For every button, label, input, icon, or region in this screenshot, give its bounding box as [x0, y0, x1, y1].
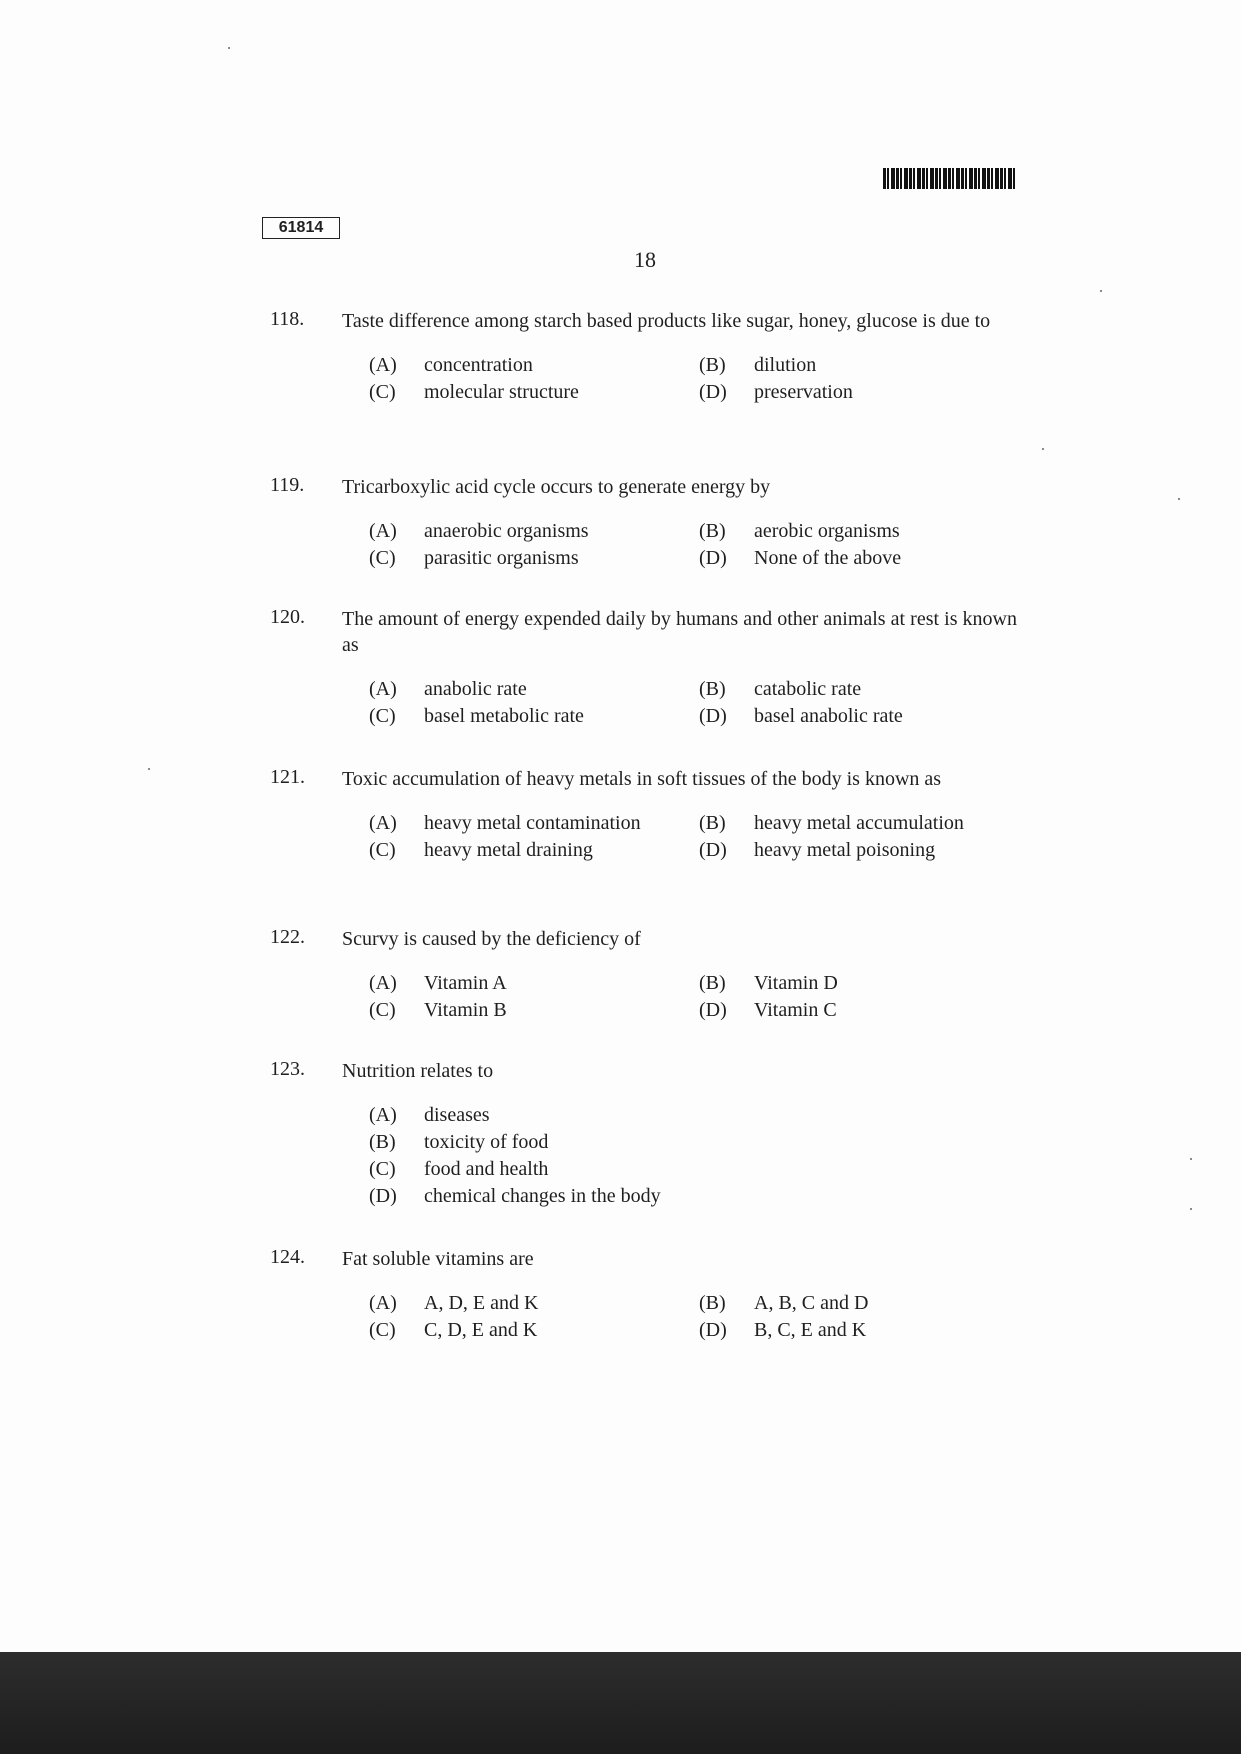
- options: [369, 676, 1017, 729]
- option-label: (B): [699, 678, 726, 700]
- option-text: diseases: [424, 1104, 490, 1126]
- option-text: A, D, E and K: [424, 1292, 539, 1314]
- scan-speck: [228, 47, 230, 49]
- scan-speck: [1042, 448, 1044, 450]
- question-120: [270, 606, 1017, 729]
- option-c[interactable]: [369, 997, 699, 1023]
- option-text: parasitic organisms: [424, 547, 579, 569]
- option-label: (C): [369, 1158, 396, 1180]
- option-text: toxicity of food: [424, 1131, 549, 1153]
- option-label: (A): [369, 678, 397, 700]
- option-label: (A): [369, 1104, 397, 1126]
- option-b[interactable]: [699, 518, 999, 544]
- option-d[interactable]: [699, 1317, 999, 1343]
- option-text: heavy metal contamination: [424, 812, 641, 834]
- question-text: Fat soluble vitamins are: [342, 1248, 534, 1270]
- question-118: [270, 308, 1017, 405]
- option-d[interactable]: [699, 379, 999, 405]
- option-a[interactable]: [369, 1290, 699, 1316]
- option-label: (A): [369, 812, 397, 834]
- option-text: anaerobic organisms: [424, 520, 589, 542]
- option-text: A, B, C and D: [754, 1292, 869, 1314]
- option-label: (D): [699, 705, 727, 727]
- option-d[interactable]: [699, 545, 999, 571]
- scan-speck: [148, 768, 150, 770]
- option-label: (D): [699, 999, 727, 1021]
- question-number: 119.: [270, 474, 305, 496]
- option-label: (D): [699, 839, 727, 861]
- scan-speck: [1190, 1208, 1192, 1210]
- question-text: Nutrition relates to: [342, 1060, 494, 1082]
- option-label: (A): [369, 1292, 397, 1314]
- option-label: (B): [699, 972, 726, 994]
- option-d[interactable]: [369, 1183, 869, 1209]
- question-text: Tricarboxylic acid cycle occurs to generate energy by: [342, 476, 771, 498]
- question-number: 120.: [270, 606, 305, 628]
- option-label: (D): [699, 547, 727, 569]
- option-label: (D): [369, 1185, 397, 1207]
- question-124: [270, 1246, 1017, 1343]
- option-text: anabolic rate: [424, 678, 527, 700]
- option-c[interactable]: [369, 1156, 869, 1182]
- option-a[interactable]: [369, 352, 699, 378]
- option-b[interactable]: [699, 676, 999, 702]
- option-text: concentration: [424, 354, 533, 376]
- option-a[interactable]: [369, 676, 699, 702]
- option-text: heavy metal accumulation: [754, 812, 964, 834]
- options: [369, 1102, 1017, 1209]
- option-text: C, D, E and K: [424, 1319, 538, 1341]
- option-text: None of the above: [754, 547, 902, 569]
- option-label: (A): [369, 354, 397, 376]
- option-text: food and health: [424, 1158, 549, 1180]
- barcode: [883, 168, 1015, 189]
- option-label: (B): [699, 520, 726, 542]
- option-c[interactable]: [369, 703, 699, 729]
- option-d[interactable]: [699, 997, 999, 1023]
- option-b[interactable]: [699, 970, 999, 996]
- option-label: (C): [369, 839, 396, 861]
- option-text: Vitamin A: [424, 972, 507, 994]
- option-label: (C): [369, 999, 396, 1021]
- option-c[interactable]: [369, 379, 699, 405]
- option-c[interactable]: [369, 545, 699, 571]
- question-text: Scurvy is caused by the deficiency of: [342, 928, 641, 950]
- options: [369, 810, 1017, 863]
- question-number: 123.: [270, 1058, 305, 1080]
- option-label: (C): [369, 547, 396, 569]
- option-label: (B): [369, 1131, 396, 1153]
- option-text: preservation: [754, 381, 853, 403]
- page-number: 18: [634, 247, 656, 272]
- question-122: [270, 926, 1017, 1023]
- question-number: 121.: [270, 766, 305, 788]
- option-text: heavy metal poisoning: [754, 839, 936, 861]
- scan-speck: [1190, 1158, 1192, 1160]
- option-label: (D): [699, 1319, 727, 1341]
- option-a[interactable]: [369, 810, 699, 836]
- question-123: [270, 1058, 1017, 1209]
- option-c[interactable]: [369, 837, 699, 863]
- options: [369, 518, 1017, 571]
- option-text: aerobic organisms: [754, 520, 900, 542]
- option-label: (A): [369, 972, 397, 994]
- option-text: dilution: [754, 354, 817, 376]
- option-text: Vitamin B: [424, 999, 507, 1021]
- option-text: basel anabolic rate: [754, 705, 903, 727]
- option-b[interactable]: [369, 1129, 869, 1155]
- question-number: 124.: [270, 1246, 305, 1268]
- options: [369, 1290, 1017, 1343]
- scan-speck: [1178, 498, 1180, 500]
- option-c[interactable]: [369, 1317, 699, 1343]
- option-label: (C): [369, 381, 396, 403]
- option-text: Vitamin D: [754, 972, 838, 994]
- question-number: 122.: [270, 926, 305, 948]
- option-text: B, C, E and K: [754, 1319, 867, 1341]
- option-a[interactable]: [369, 1102, 869, 1128]
- question-121: [270, 766, 1017, 863]
- option-b[interactable]: [699, 1290, 999, 1316]
- scan-speck: [1100, 290, 1102, 292]
- option-label: (B): [699, 812, 726, 834]
- question-119: [270, 474, 1017, 571]
- paper-code-box: 61814: [262, 217, 340, 239]
- option-d[interactable]: [699, 837, 999, 863]
- question-text: Toxic accumulation of heavy metals in soft tissues of the body is known as: [342, 768, 942, 790]
- option-label: (C): [369, 705, 396, 727]
- question-number: 118.: [270, 308, 305, 330]
- question-text: Taste difference among starch based products like sugar, honey, glucose is due to: [342, 310, 991, 332]
- option-text: chemical changes in the body: [424, 1185, 661, 1207]
- option-b[interactable]: [699, 352, 999, 378]
- option-label: (C): [369, 1319, 396, 1341]
- option-label: (A): [369, 520, 397, 542]
- scan-border: [0, 1652, 1241, 1754]
- option-text: basel metabolic rate: [424, 705, 584, 727]
- option-label: (B): [699, 1292, 726, 1314]
- option-text: Vitamin C: [754, 999, 837, 1021]
- options: [369, 970, 1017, 1023]
- option-a[interactable]: [369, 518, 699, 544]
- option-text: molecular structure: [424, 381, 579, 403]
- option-a[interactable]: [369, 970, 699, 996]
- option-b[interactable]: [699, 810, 999, 836]
- option-label: (B): [699, 354, 726, 376]
- options: [369, 352, 1017, 405]
- question-text: The amount of energy expended daily by humans and other animals at rest is known as: [342, 608, 1017, 656]
- option-text: heavy metal draining: [424, 839, 593, 861]
- option-d[interactable]: [699, 703, 999, 729]
- option-label: (D): [699, 381, 727, 403]
- option-text: catabolic rate: [754, 678, 862, 700]
